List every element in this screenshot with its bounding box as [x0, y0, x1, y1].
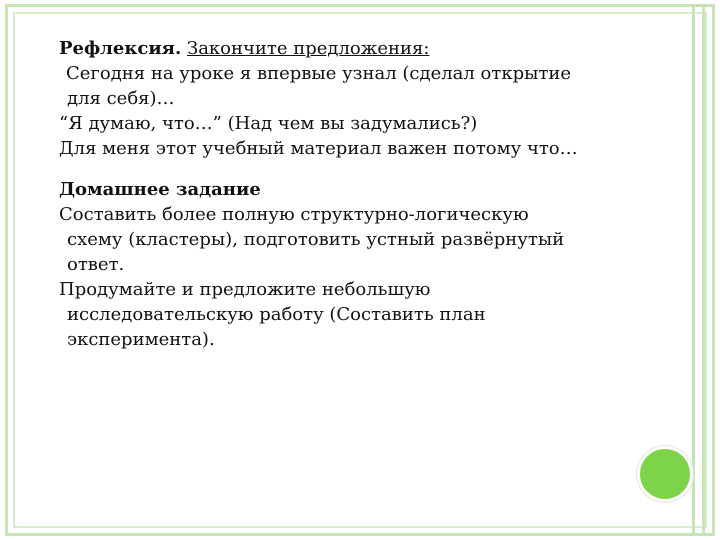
homework-para-1c: ответ. — [67, 254, 125, 275]
reflection-line-1 — [59, 61, 679, 86]
decorative-line — [702, 4, 705, 536]
homework-para-2a: Продумайте и предложите небольшую — [59, 279, 431, 300]
reflection-title: Рефлексия. — [59, 38, 182, 59]
homework-para-2c: эксперимента). — [67, 329, 215, 350]
green-circle-decoration — [637, 446, 693, 502]
reflection-heading — [59, 36, 679, 61]
reflection-line-1a: Сегодня на уроке я впервые узнал (сделал открытие — [66, 63, 572, 84]
reflection-line-2: “Я думаю, что…” (Над чем вы задумались?) — [59, 113, 478, 134]
homework-title: Домашнее задание — [59, 179, 261, 200]
reflection-line-1-cont — [59, 86, 679, 111]
reflection-instruction: Закончите предложения: — [186, 38, 430, 59]
slide-content — [59, 36, 679, 352]
homework-para-1b: схему (кластеры), подготовить устный развёрнутый — [67, 229, 565, 250]
reflection-line-3: Для меня этот учебный материал важен потому что… — [59, 138, 578, 159]
homework-para-1a: Составить более полную структурно-логическую — [59, 204, 529, 225]
decorative-line — [692, 4, 695, 536]
homework-para-2b: исследовательскую работу (Составить план — [67, 304, 486, 325]
decorative-line — [712, 4, 715, 536]
reflection-line-1b: для себя)… — [67, 88, 175, 109]
